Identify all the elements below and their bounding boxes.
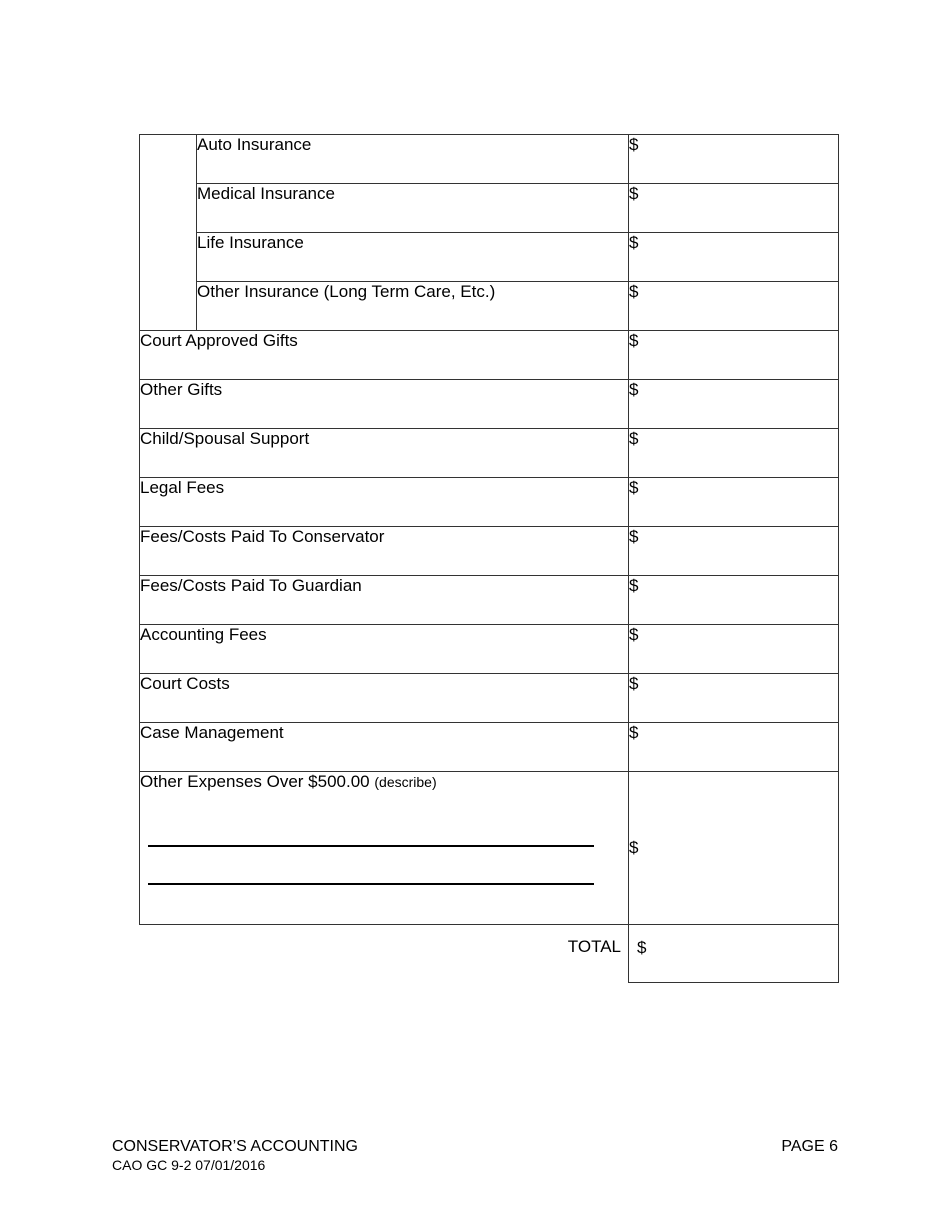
page-number: PAGE 6 <box>781 1138 838 1155</box>
table-row <box>140 282 839 331</box>
footer-form-code: CAO GC 9-2 07/01/2016 <box>112 1157 266 1173</box>
row-label-accounting-fees: Accounting Fees <box>140 625 629 674</box>
insurance-group-indent <box>140 135 197 331</box>
amount-field-court-approved-gifts[interactable]: $ <box>629 331 839 380</box>
amount-field-auto-insurance[interactable]: $ <box>629 135 839 184</box>
total-row <box>140 925 839 983</box>
table-row <box>140 478 839 527</box>
row-label-medical-insurance: Medical Insurance <box>197 184 629 233</box>
table-row <box>140 625 839 674</box>
row-label-fees-paid-to-conservator: Fees/Costs Paid To Conservator <box>140 527 629 576</box>
amount-field-fees-paid-to-guardian[interactable]: $ <box>629 576 839 625</box>
row-label-other-gifts: Other Gifts <box>140 380 629 429</box>
row-label-legal-fees: Legal Fees <box>140 478 629 527</box>
row-label-court-approved-gifts: Court Approved Gifts <box>140 331 629 380</box>
amount-field-other-insurance[interactable]: $ <box>629 282 839 331</box>
table-row <box>140 576 839 625</box>
amount-field-total[interactable]: $ <box>629 925 839 983</box>
other-expenses-note: (describe) <box>374 774 437 790</box>
table-row <box>140 429 839 478</box>
row-label-fees-paid-to-guardian: Fees/Costs Paid To Guardian <box>140 576 629 625</box>
table-row-other-expenses <box>140 772 839 925</box>
row-label-court-costs: Court Costs <box>140 674 629 723</box>
amount-field-accounting-fees[interactable]: $ <box>629 625 839 674</box>
row-label-other-insurance: Other Insurance (Long Term Care, Etc.) <box>197 282 629 331</box>
row-label-auto-insurance: Auto Insurance <box>197 135 629 184</box>
other-expenses-label: Other Expenses Over $500.00 <box>140 772 370 791</box>
row-label-child-spousal-support: Child/Spousal Support <box>140 429 629 478</box>
amount-field-life-insurance[interactable]: $ <box>629 233 839 282</box>
describe-line-2[interactable] <box>148 883 594 885</box>
table-row <box>140 135 839 184</box>
table-row <box>140 184 839 233</box>
amount-field-other-gifts[interactable]: $ <box>629 380 839 429</box>
amount-field-court-costs[interactable]: $ <box>629 674 839 723</box>
footer-title: CONSERVATOR’S ACCOUNTING <box>112 1138 358 1155</box>
amount-field-medical-insurance[interactable]: $ <box>629 184 839 233</box>
table-row <box>140 233 839 282</box>
table-row <box>140 527 839 576</box>
amount-field-child-spousal-support[interactable]: $ <box>629 429 839 478</box>
amount-field-other-expenses[interactable]: $ <box>629 772 839 925</box>
footer <box>112 1138 358 1174</box>
amount-field-case-management[interactable]: $ <box>629 723 839 772</box>
table-row <box>140 380 839 429</box>
total-label: TOTAL <box>567 937 621 956</box>
table-row <box>140 723 839 772</box>
amount-field-fees-paid-to-conservator[interactable]: $ <box>629 527 839 576</box>
row-label-life-insurance: Life Insurance <box>197 233 629 282</box>
row-label-case-management: Case Management <box>140 723 629 772</box>
other-expenses-cell <box>140 772 629 925</box>
describe-line-1[interactable] <box>148 845 594 847</box>
expense-table <box>139 134 839 983</box>
table-row <box>140 674 839 723</box>
amount-field-legal-fees[interactable]: $ <box>629 478 839 527</box>
table-row <box>140 331 839 380</box>
